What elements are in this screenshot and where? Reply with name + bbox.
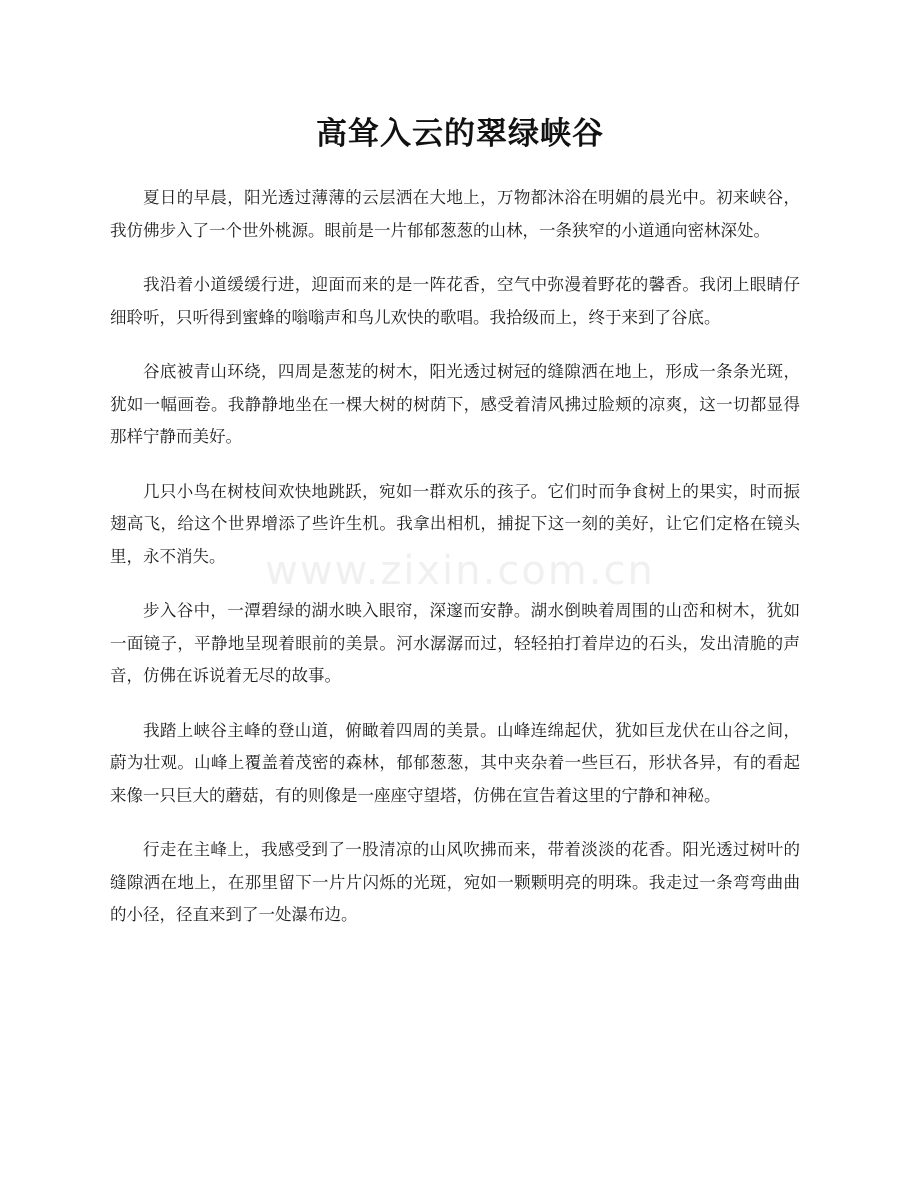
paragraph: 谷底被青山环绕，四周是葱茏的树木，阳光透过树冠的缝隙洒在地上，形成一条条光斑，犹如一幅画卷。我静静地坐在一棵大树的树荫下，感受着清风拂过脸颊的凉爽，这一切都显得那样宁静而美好。	[110, 362, 800, 446]
document-title: 高耸入云的翠绿峡谷	[316, 116, 604, 152]
paragraph: 行走在主峰上，我感受到了一股清凉的山风吹拂而来，带着淡淡的花香。阳光透过树叶的缝隙洒在地上，在那里留下一片片闪烁的光斑，宛如一颗颗明亮的明珠。我走过一条弯弯曲曲的小径，径直来到了一处瀑布边。	[110, 840, 800, 924]
watermark: www.zixin.com.cn	[265, 548, 655, 594]
paragraph: 我踏上峡谷主峰的登山道，俯瞰着四周的美景。山峰连绵起伏，犹如巨龙伏在山谷之间，蔚为壮观。山峰上覆盖着茂密的森林，郁郁葱葱，其中夹杂着一些巨石，形状各异，有的看起来像一只巨大的蘑菇，有的则像是一座座守望塔，仿佛在宣告着这里的宁静和神秘。	[110, 720, 800, 805]
paragraph: 夏日的早晨，阳光透过薄薄的云层洒在大地上，万物都沐浴在明媚的晨光中。初来峡谷，我仿佛步入了一个世外桃源。眼前是一片郁郁葱葱的山林，一条狭窄的小道通向密林深处。	[110, 188, 800, 240]
document-body	[110, 182, 800, 954]
paragraph: 步入谷中，一潭碧绿的湖水映入眼帘，深邃而安静。湖水倒映着周围的山峦和树木，犹如一面镜子，平静地呈现着眼前的美景。河水潺潺而过，轻轻拍打着岸边的石头，发出清脆的声音，仿佛在诉说着无尽的故事。	[110, 601, 800, 685]
paragraph: 我沿着小道缓缓行进，迎面而来的是一阵花香，空气中弥漫着野花的馨香。我闭上眼睛仔细聆听，只听得到蜜蜂的嗡嗡声和鸟儿欢快的歌唱。我拾级而上，终于来到了谷底。	[110, 275, 800, 327]
paragraph: 几只小鸟在树枝间欢快地跳跃，宛如一群欢乐的孩子。它们时而争食树上的果实，时而振翅高飞，给这个世界增添了些许生机。我拿出相机，捕捉下这一刻的美好，让它们定格在镜头里，永不消失。	[110, 481, 800, 566]
